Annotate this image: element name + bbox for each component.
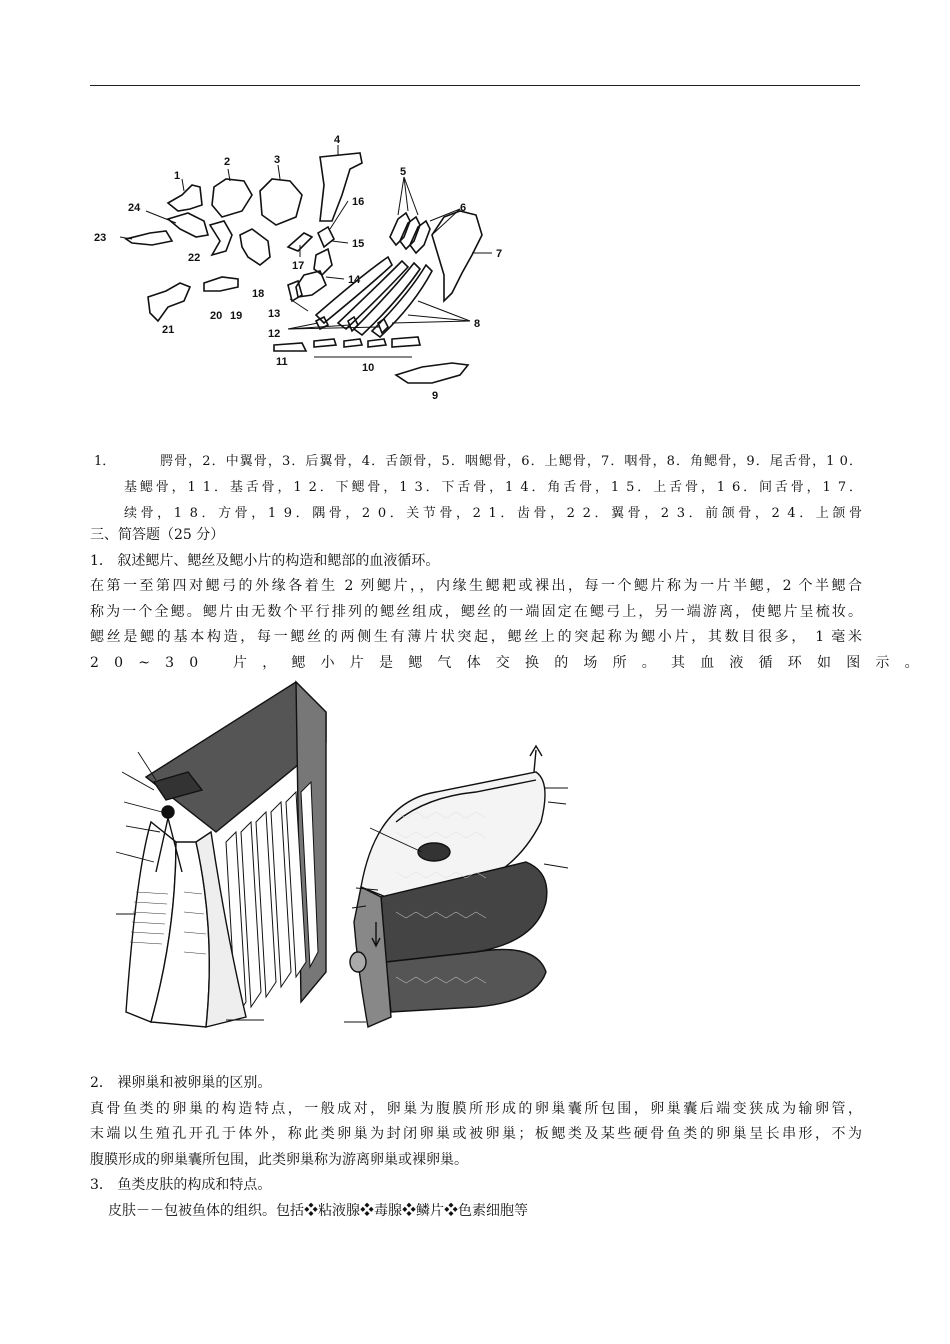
question-2-para: 真骨鱼类的卵巢的构造特点，一般成对，卵巢为腹膜所形成的卵巢囊所包围，卵巢囊后端变狭成为输卵管，: [90, 1100, 862, 1117]
bone-label: 7: [496, 248, 503, 260]
caption-line-2: 基鳃骨，1 1．基舌骨，1 2．下鳃骨，1 3．下舌骨，1 4．角舌骨，1 5．上舌骨，1 6．间舌骨，1 7．: [124, 480, 862, 495]
gill-diagram-figure: [96, 672, 596, 1042]
caption-line-3: 续骨，1 8．方骨，1 9．隅骨，2 0．关节骨，2 1．齿骨，2 2．翼骨，2 3．前颌骨，2 4．上颌骨: [124, 506, 862, 521]
bone-label: 19: [230, 310, 243, 322]
bone-label: 14: [348, 274, 361, 286]
bone-label: 23: [94, 232, 107, 244]
bone-label: 12: [268, 328, 281, 340]
question-1-para: 20~30 片，鳃小片是鳃气体交换的场所。其血液循环如图示。: [90, 654, 934, 671]
bone-label: 1: [174, 170, 181, 182]
bone-label: 18: [252, 288, 265, 300]
bone-label: 5: [400, 166, 407, 178]
question-1-para: 称为一个全鳃。鳃片由无数个平行排列的鳃丝组成，鳃丝的一端固定在鳃弓上，另一端游离，使鳃片呈梳妆。: [90, 603, 862, 620]
bone-diagram-figure: [92, 125, 512, 405]
bone-label: 17: [292, 260, 305, 272]
bone-label: 6: [460, 202, 467, 214]
question-1-para: 鳃丝是鳃的基本构造，每一鳃丝的两侧生有薄片状突起，鳃丝上的突起称为鳃小片，其数目很多， 1 毫米: [90, 629, 862, 645]
figure-caption: [90, 449, 862, 527]
section-heading: [90, 523, 934, 676]
bone-label: 4: [334, 134, 341, 146]
bone-label: 15: [352, 238, 365, 250]
section-3-heading: 三、简答题（25 分）: [90, 527, 225, 543]
header-rule: [90, 85, 860, 86]
caption-number: 1．: [94, 454, 116, 469]
bone-label: 9: [432, 390, 439, 402]
question-3-para: 皮肤－－包被鱼体的组织。包括❖粘液腺❖毒腺❖鳞片❖色素细胞等: [108, 1202, 528, 1219]
question-1-para: 在第一至第四对鳃弓的外缘各着生 2 列鳃片，，内缘生鳃耙或裸出，每一个鳃片称为一片半鳃，2 个半鳃合: [90, 578, 862, 594]
bone-label: 2: [224, 156, 231, 168]
bone-label: 10: [362, 362, 375, 374]
bone-label: 8: [474, 318, 481, 330]
question-1-title: 1． 叙述鳃片、鳃丝及鳃小片的构造和鳃部的血液循环。: [90, 552, 440, 569]
bone-label: 21: [162, 324, 175, 336]
bone-label: 24: [128, 202, 141, 214]
question-2-para: 腹膜形成的卵巢囊所包围，此类卵巢称为游离卵巢或裸卵巢。: [90, 1151, 468, 1168]
question-2-para: 末端以生殖孔开孔于体外，称此类卵巢为封闭卵巢或被卵巢；板鳃类及某些硬骨鱼类的卵巢呈长串形，不为: [90, 1126, 862, 1142]
question-3-title: 3． 鱼类皮肤的构成和特点。: [90, 1177, 272, 1193]
bone-label: 22: [188, 252, 201, 264]
bone-label: 13: [268, 308, 281, 320]
bone-label: 20: [210, 310, 223, 322]
question-2-title: 2． 裸卵巢和被卵巢的区别。: [90, 1075, 272, 1091]
bone-label: 16: [352, 196, 365, 208]
bone-label: 3: [274, 154, 281, 166]
questions-2-3: [90, 1071, 862, 1224]
bone-label: 11: [276, 356, 288, 368]
caption-line-1: 腭骨，2．中翼骨，3．后翼骨，4．舌颌骨，5．咽鳃骨，6．上鳃骨，7．咽骨，8．角鳃骨，9．尾舌骨，1 0．: [160, 454, 862, 469]
